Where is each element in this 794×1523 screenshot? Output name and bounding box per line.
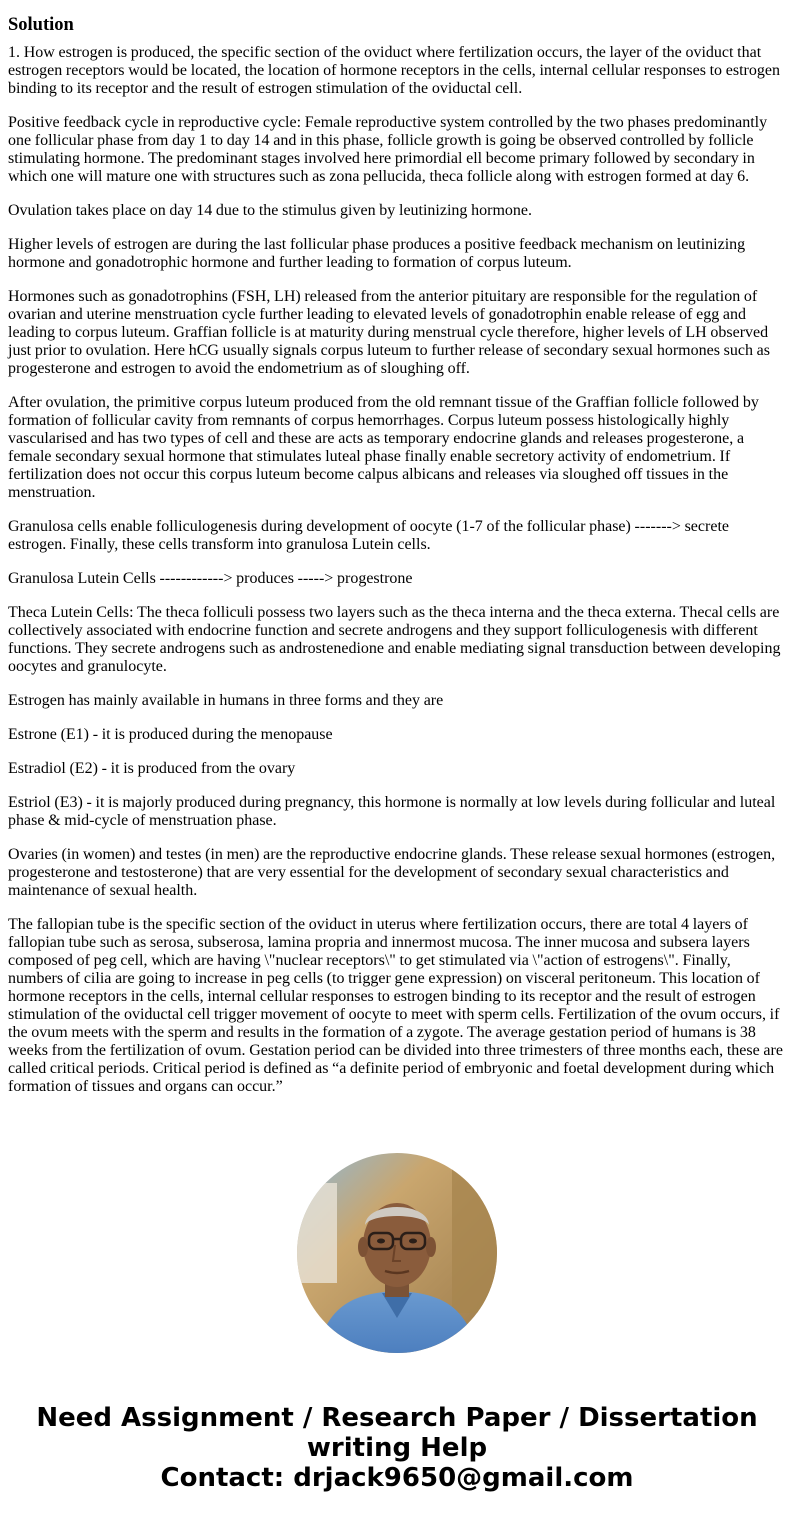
author-photo bbox=[297, 1153, 497, 1353]
paragraph-7: Granulosa cells enable folliculogenesis during development of oocyte (1-7 of the follicular phase) -------> secrete estrogen. Finally, these cells transform into granulosa Lutein cells. bbox=[8, 518, 729, 553]
paragraph-1: 1. How estrogen is produced, the specific section of the oviduct where fertilization occurs, the layer of the oviduct that estrogen receptors would be located, the location of hormone receptors in the cells, internal cellular responses to estrogen binding to its receptor and the result of estrogen stimulation of the oviductal cell. bbox=[8, 44, 780, 97]
footer-line-3: Contact: drjack9650@gmail.com bbox=[160, 1463, 634, 1493]
paragraph-10: Estrogen has mainly available in humans in three forms and they are bbox=[8, 692, 444, 709]
paragraph-8: Granulosa Lutein Cells ------------> produces -----> progestrone bbox=[8, 570, 413, 587]
paragraph-9: Theca Lutein Cells: The theca folliculi possess two layers such as the theca interna and the theca externa. Thecal cells are collectively associated with endocrine function and secrete androgens and they support folliculogenesis with different functions. They secrete androgens such as androstenedione and enable mediating signal transduction between developing oocytes and granulocyte. bbox=[8, 604, 781, 675]
paragraph-4: Higher levels of estrogen are during the last follicular phase produces a positive feedback mechanism on leutinizing hormone and gonadotrophic hormone and further leading to formation of corpus luteum. bbox=[8, 236, 746, 271]
paragraph-5: Hormones such as gonadotrophins (FSH, LH) released from the anterior pituitary are responsible for the regulation of ovarian and uterine menstruation cycle further leading to elevated levels of gonadotrophin enable release of egg and leading to corpus luteum. Graffian follicle is at maturity during menstrual cycle therefore, higher levels of LH observed just prior to ovulation. Here hCG usually signals corpus luteum to further release of secondary sexual hormones such as progesterone and estrogen to avoid the endometrium as of sloughing off. bbox=[8, 288, 770, 377]
footer-line-2: writing Help bbox=[306, 1433, 488, 1463]
paragraph-6: After ovulation, the primitive corpus luteum produced from the old remnant tissue of the Graffian follicle followed by formation of follicular cavity from remnants of corpus hemorrhages. Corpus luteum possess histologically highly vascularised and has two types of cell and these are acts as temporary endocrine glands and releases progesterone, a female secondary sexual hormone that stimulates luteal phase finally enable secretory activity of endometrium. If fertilization does not occur this corpus luteum become calpus albicans and releases via sloughed off tissues in the menstruation. bbox=[8, 394, 759, 501]
document-body bbox=[8, 14, 786, 1112]
paragraph-11: Estrone (E1) - it is produced during the menopause bbox=[8, 726, 333, 743]
paragraph-14: Ovaries (in women) and testes (in men) are the reproductive endocrine glands. These release sexual hormones (estrogen, progesterone and testosterone) that are very essential for the development of secondary sexual characteristics and maintenance of sexual health. bbox=[8, 846, 776, 899]
author-avatar bbox=[297, 1153, 497, 1353]
paragraph-12: Estradiol (E2) - it is produced from the ovary bbox=[8, 760, 296, 777]
footer-contact bbox=[0, 1403, 794, 1493]
paragraph-15: The fallopian tube is the specific section of the oviduct in uterus where fertilization occurs, there are total 4 layers of fallopian tube such as serosa, subserosa, lamina propria and innermost mucosa. The inner mucosa and subsera layers composed of peg cell, which are having \"nuclear receptors\" to get stimulated via \"action of estrogens\". Finally, numbers of cilia are going to increase in peg cells (to trigger gene expression) on visceral peritoneum. This location of hormone receptors in the cells, internal cellular responses to estrogen binding to its receptor and the result of estrogen stimulation of the oviductal cell trigger movement of oocyte to meet with sperm cells. Fertilization of the ovum occurs, if the ovum meets with the sperm and results in the formation of a zygote. The average gestation period of humans is 38 weeks from the fertilization of ovum. Gestation period can be divided into three trimesters of three months each, these are called critical periods. Critical period is defined as “a definite period of embryonic and foetal development during which formation of tissues and organs can occur.” bbox=[8, 916, 783, 1095]
footer-line-1: Need Assignment / Research Paper / Dissertation bbox=[36, 1403, 758, 1433]
paragraph-2: Positive feedback cycle in reproductive cycle: Female reproductive system controlled by the two phases predominantly one follicular phase from day 1 to day 14 and in this phase, follicle growth is going be observed controlled by follicle stimulating hormone. The predominant stages involved here primordial ell become primary followed by secondary in which one will mature one with structures such as zona pellucida, theca follicle along with estrogen formed at day 6. bbox=[8, 114, 768, 185]
paragraph-13: Estriol (E3) - it is majorly produced during pregnancy, this hormone is normally at low levels during follicular and luteal phase & mid-cycle of menstruation phase. bbox=[8, 794, 776, 829]
paragraph-3: Ovulation takes place on day 14 due to the stimulus given by leutinizing hormone. bbox=[8, 202, 532, 219]
page-title: Solution bbox=[8, 15, 74, 35]
